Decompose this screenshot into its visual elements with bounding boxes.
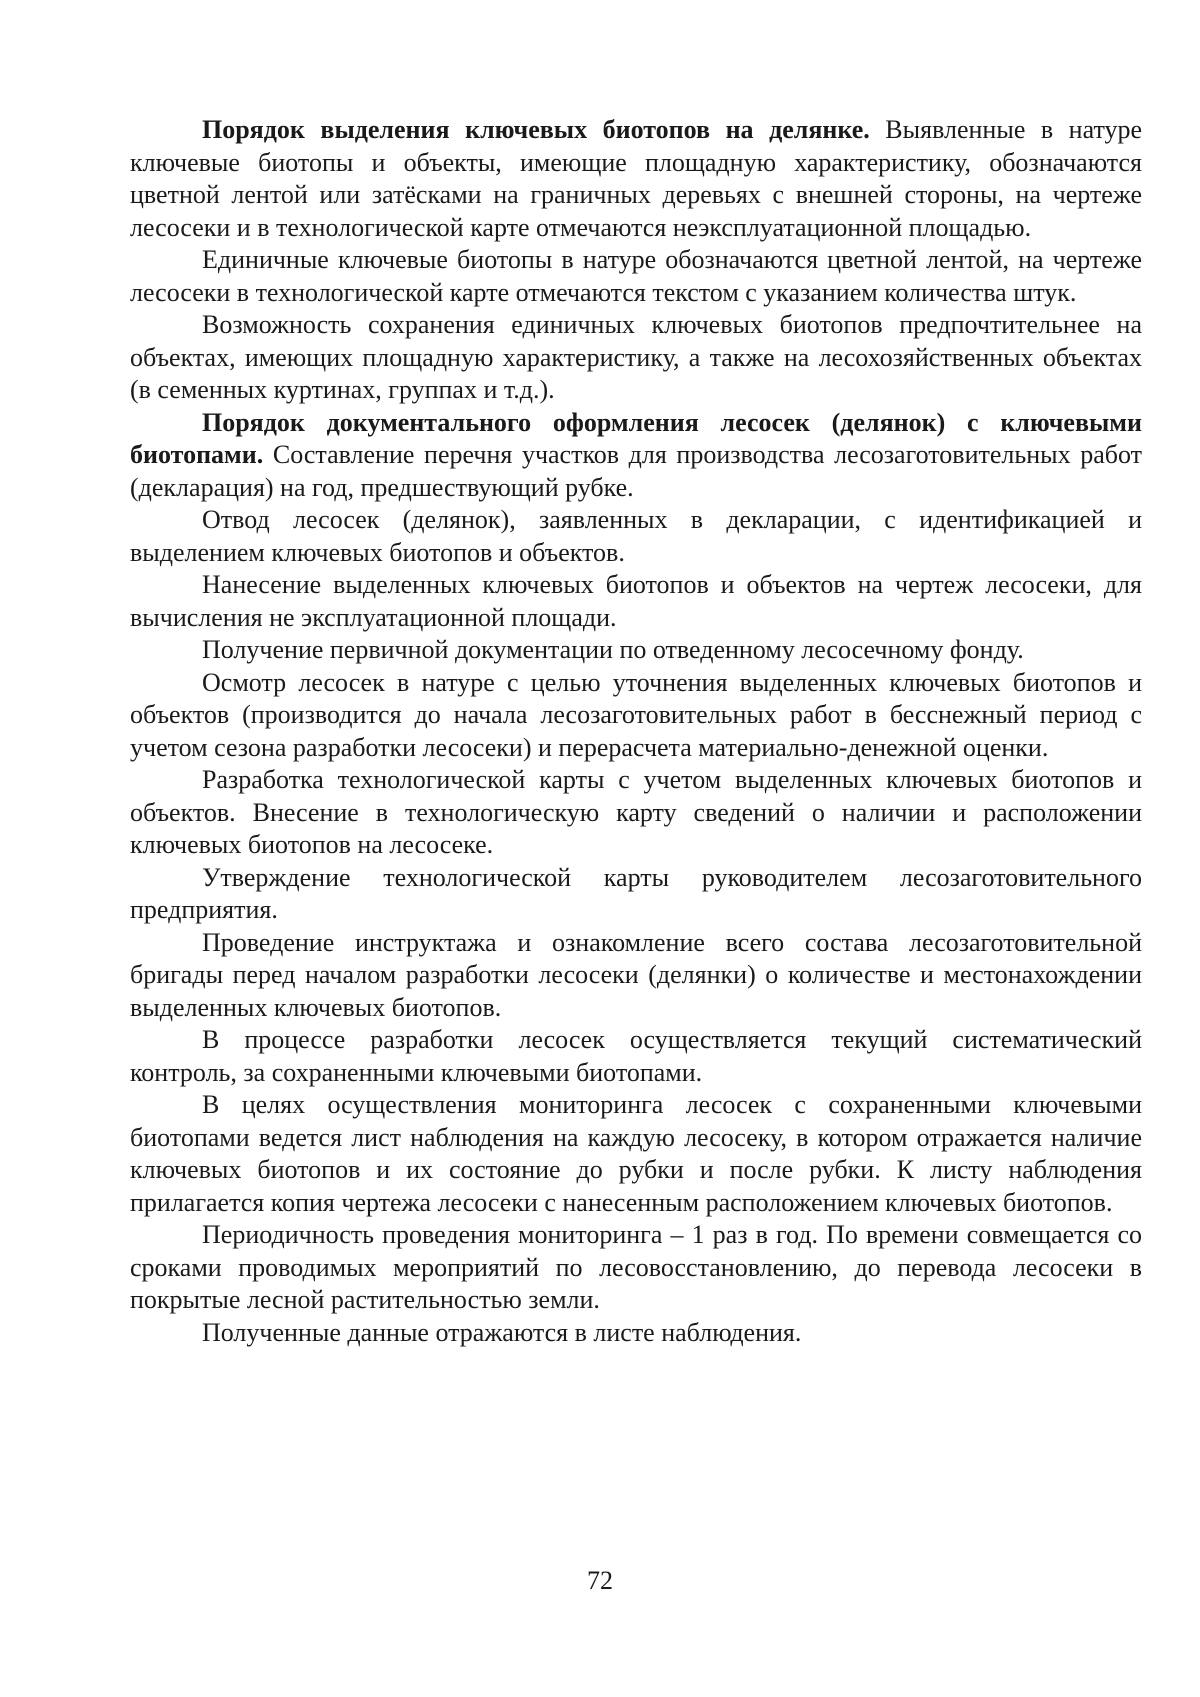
paragraph-text: Возможность сохранения единичных ключевых биотопов предпочтительнее на объектах, имеющих площадную характеристику, а также на лесохозяйственных объектах (в семенных куртинах, группах и т.д.). [130, 310, 1142, 404]
paragraph-biotope-selection-order [130, 114, 1142, 244]
paragraph-allotment [130, 504, 1142, 569]
paragraph-text: Выявленные в натуре ключевые биотопы и объекты, имеющие площадную характеристику, обозначаются цветной лентой или затёсками на граничных деревьях с внешней стороны, на чертеже лесосеки и в технологической карте отмечаются неэксплуатационной площадью. [130, 115, 1143, 242]
paragraph-preservation-possibility [130, 309, 1142, 407]
paragraph-text: Единичные ключевые биотопы в натуре обозначаются цветной лентой, на чертеже лесосеки в технологической карте отмечаются текстом с указанием количества штук. [130, 245, 1142, 307]
page-number: 72 [587, 1566, 613, 1595]
paragraph-mapping [130, 569, 1142, 634]
paragraph-periodicity [130, 1219, 1142, 1317]
paragraph-text: Утверждение технологической карты руководителем лесозаготовительного предприятия. [130, 862, 1142, 924]
paragraph-monitoring [130, 1089, 1142, 1219]
paragraph-text: Получение первичной документации по отведенному лесосечному фонду. [202, 635, 1024, 664]
paragraph-text: В процессе разработки лесосек осуществляется текущий систематический контроль, за сохраненными ключевыми биотопами. [130, 1025, 1142, 1087]
paragraph-text: Полученные данные отражаются в листе наблюдения. [202, 1317, 802, 1347]
paragraph-text: Периодичность проведения мониторинга – 1 раз в год. По времени совмещается со сроками проводимых мероприятий по лесовосстановлению, до перевода лесосеки в покрытые лесной растительностью земли. [130, 1220, 1142, 1314]
paragraph-inspection [130, 667, 1142, 765]
document-body [130, 114, 1142, 1349]
paragraph-text: Проведение инструктажа и ознакомление всего состава лесозаготовительной бригады перед началом разработки лесосеки (делянки) о количестве и местонахождении выделенных ключевых биотопов. [130, 927, 1142, 1022]
paragraph-primary-docs [130, 634, 1142, 667]
paragraph-heading: Порядок документального оформления лесосек (делянок) с ключевыми биотопами. [130, 407, 1142, 469]
paragraph-control [130, 1024, 1142, 1089]
paragraph-heading: Порядок выделения ключевых биотопов на делянке. [202, 115, 870, 144]
paragraph-documentation-order [130, 407, 1142, 505]
paragraph-text: Осмотр лесосек в натуре с целью уточнения выделенных ключевых биотопов и объектов (производится до начала лесозаготовительных работ в бесснежный период с учетом сезона разработки лесосеки) и перерасчета материально-денежной оценки. [130, 667, 1142, 762]
paragraph-text: Нанесение выделенных ключевых биотопов и объектов на чертеж лесосеки, для вычисления не эксплуатационной площади. [130, 570, 1142, 632]
paragraph-tech-map-development [130, 764, 1142, 862]
paragraph-text: Составление перечня участков для производства лесозаготовительных работ (декларация) на год, предшествующий рубке. [130, 440, 1142, 502]
paragraph-text: В целях осуществления мониторинга лесосек с сохраненными ключевыми биотопами ведется лист наблюдения на каждую лесосеку, в котором отражается наличие ключевых биотопов и их состояние до рубки и после рубки. К листу наблюдения прилагается копия чертежа лесосеки с нанесенным расположением ключевых биотопов. [130, 1090, 1142, 1217]
paragraph-single-biotopes [130, 244, 1142, 309]
paragraph-results [130, 1317, 1142, 1350]
paragraph-text: Разработка технологической карты с учетом выделенных ключевых биотопов и объектов. Внесение в технологическую карту сведений о наличии и расположении ключевых биотопов на лесосеке. [130, 765, 1142, 859]
paragraph-briefing [130, 927, 1142, 1025]
paragraph-text: Отвод лесосек (делянок), заявленных в декларации, с идентификацией и выделением ключевых биотопов и объектов. [130, 505, 1142, 567]
paragraph-tech-map-approval [130, 862, 1142, 927]
